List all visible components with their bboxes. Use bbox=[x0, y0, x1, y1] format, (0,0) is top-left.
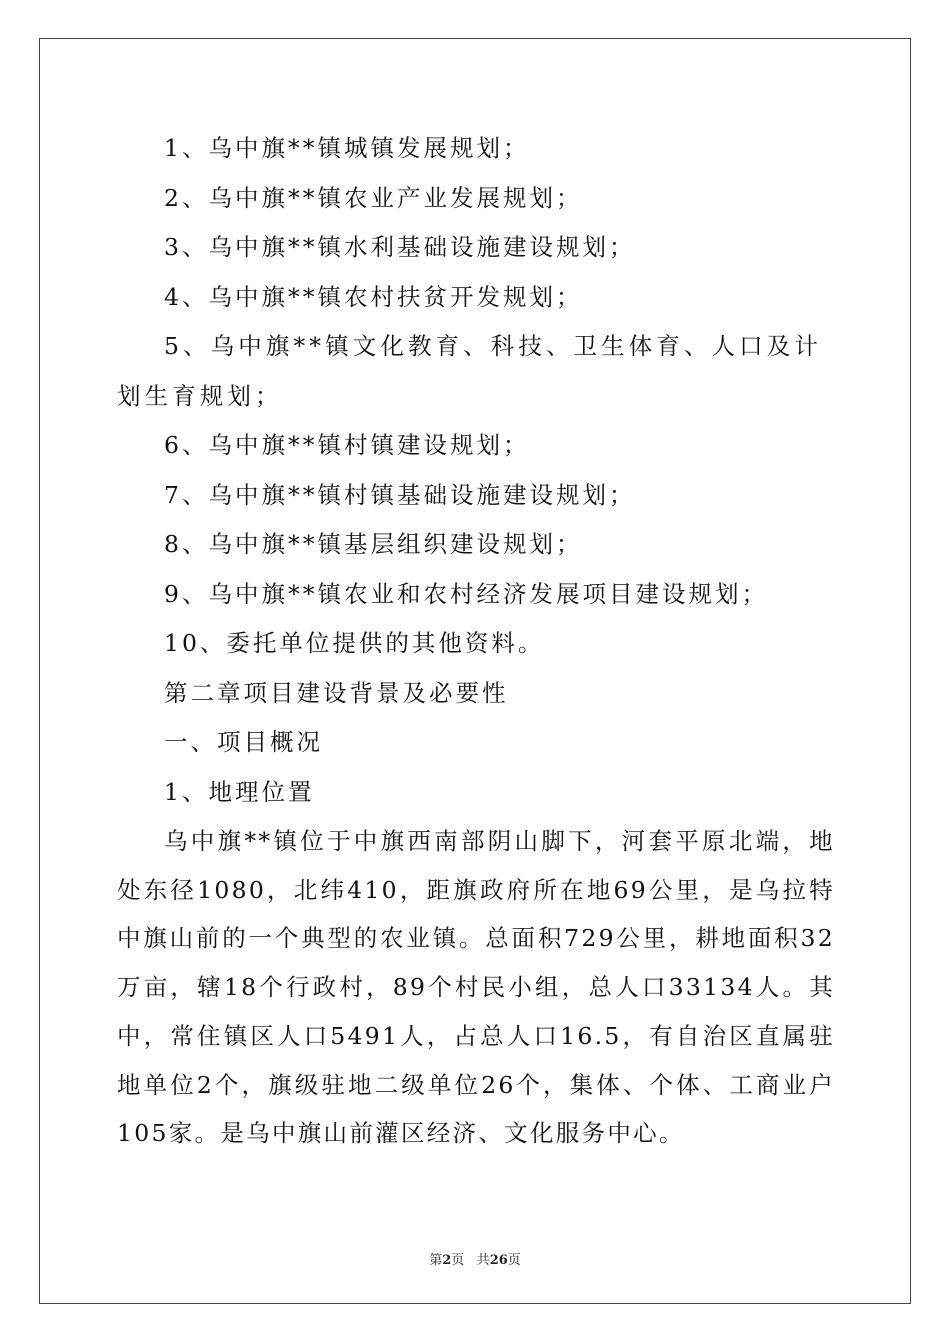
list-item: 1、乌中旗**镇城镇发展规划； bbox=[164, 134, 530, 162]
list-item: 9、乌中旗**镇农业和农村经济发展项目建设规划； bbox=[164, 579, 768, 608]
chapter-title: 第二章项目建设背景及必要性 bbox=[164, 678, 509, 707]
total-label-prefix: 共 bbox=[476, 1253, 490, 1268]
page-footer bbox=[0, 1249, 950, 1268]
total-label-suffix: 页 bbox=[507, 1253, 521, 1268]
list-item: 6、乌中旗**镇村镇建设规划； bbox=[164, 431, 530, 459]
document-body bbox=[117, 124, 835, 1158]
body-paragraph: 乌中旗**镇位于中旗西南部阴山脚下，河套平原北端，地处东径1080，北纬410，距旗政府所在地69公里，是乌拉特中旗山前的一个典型的农业镇。总面积729公里，耕地面积32万亩，辖18个行政村，89个村民小组，总人口33134人。其中，常住镇区人口5491人，占总人口16.5，有自治区直属驻地单位2个，旗级驻地二级单位26个，集体、个体、工商业户105家。是乌中旗山前灌区经济、文化服务中心。 bbox=[117, 827, 835, 1148]
list-item: 5、乌中旗**镇文化教育、科技、卫生体育、人口及计划生育规划； bbox=[117, 332, 822, 410]
list-item: 2、乌中旗**镇农业产业发展规划； bbox=[164, 183, 583, 212]
list-item: 10、委托单位提供的其他资料。 bbox=[164, 629, 545, 657]
page-label-prefix: 第 bbox=[429, 1253, 443, 1268]
list-item: 4、乌中旗**镇农村扶贫开发规划； bbox=[164, 282, 583, 311]
subsection-title: 1、地理位置 bbox=[164, 777, 315, 806]
list-item: 8、乌中旗**镇基层组织建设规划； bbox=[164, 530, 583, 558]
list-item: 7、乌中旗**镇村镇基础设施建设规划； bbox=[164, 480, 636, 509]
section-title: 一、项目概况 bbox=[164, 728, 323, 756]
current-page-number: 2 bbox=[442, 1253, 452, 1268]
list-item: 3、乌中旗**镇水利基础设施建设规划； bbox=[164, 233, 636, 261]
page-label-suffix: 页 bbox=[451, 1253, 465, 1268]
total-page-number: 26 bbox=[489, 1253, 508, 1268]
